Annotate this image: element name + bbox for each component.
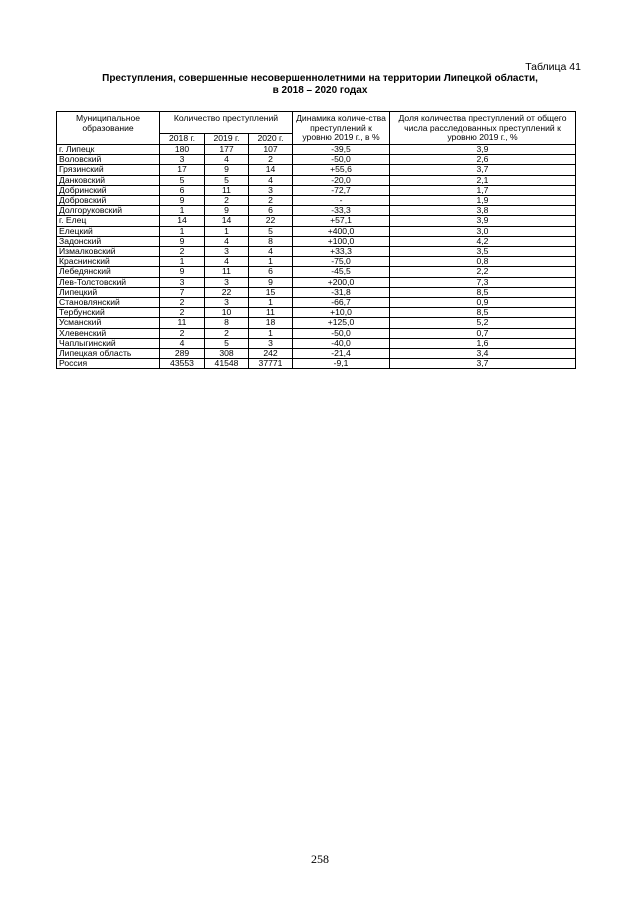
table-row: [57, 257, 576, 267]
table-cell: 177: [205, 145, 249, 155]
table-cell: 1: [249, 328, 293, 338]
crime-table: [56, 111, 576, 369]
table-cell: 4: [249, 175, 293, 185]
row-label: Лев-Толстовский: [57, 277, 160, 287]
table-cell: 9: [160, 267, 205, 277]
table-cell: 3: [205, 247, 249, 257]
table-cell: 14: [249, 165, 293, 175]
table-cell: 3,9: [390, 216, 576, 226]
title-line-1: Преступления, совершенные несовершеннолетними на территории Липецкой области,: [102, 73, 538, 84]
table-cell: 11: [205, 267, 249, 277]
table-cell: 2,6: [390, 155, 576, 165]
table-cell: +33,3: [293, 247, 390, 257]
header-year-2020: 2020 г.: [249, 133, 293, 144]
table-cell: -21,4: [293, 349, 390, 359]
table-row: [57, 145, 576, 155]
table-row: [57, 298, 576, 308]
table-row: [57, 287, 576, 297]
table-cell: 9: [160, 196, 205, 206]
table-cell: +400,0: [293, 226, 390, 236]
table-row: [57, 206, 576, 216]
table-cell: 22: [205, 287, 249, 297]
table-cell: 2: [160, 328, 205, 338]
table-row: [57, 175, 576, 185]
table-cell: 37771: [249, 359, 293, 369]
row-label: Измалковский: [57, 247, 160, 257]
table-cell: 14: [205, 216, 249, 226]
table-cell: 18: [249, 318, 293, 328]
table-cell: 2: [160, 247, 205, 257]
table-cell: 1: [160, 226, 205, 236]
table-cell: +200,0: [293, 277, 390, 287]
table-cell: 9: [160, 236, 205, 246]
table-cell: 3,5: [390, 247, 576, 257]
table-cell: 11: [205, 185, 249, 195]
table-cell: 5: [205, 175, 249, 185]
table-row: [57, 308, 576, 318]
table-cell: 5,2: [390, 318, 576, 328]
table-cell: 8,5: [390, 287, 576, 297]
table-cell: -20,0: [293, 175, 390, 185]
table-cell: -50,0: [293, 155, 390, 165]
table-cell: 2,1: [390, 175, 576, 185]
table-cell: +10,0: [293, 308, 390, 318]
table-cell: 2,2: [390, 267, 576, 277]
row-label: Добровский: [57, 196, 160, 206]
table-cell: 308: [205, 349, 249, 359]
table-cell: 107: [249, 145, 293, 155]
table-cell: 3: [205, 277, 249, 287]
row-label: Воловский: [57, 155, 160, 165]
table-cell: 180: [160, 145, 205, 155]
table-cell: 4: [205, 257, 249, 267]
table-cell: 8: [205, 318, 249, 328]
table-cell: 15: [249, 287, 293, 297]
table-row: [57, 318, 576, 328]
table-row: [57, 236, 576, 246]
table-cell: 3,4: [390, 349, 576, 359]
row-label: Долгоруковский: [57, 206, 160, 216]
table-row: [57, 328, 576, 338]
row-label: Добринский: [57, 185, 160, 195]
table-cell: -31,8: [293, 287, 390, 297]
table-cell: +125,0: [293, 318, 390, 328]
table-cell: 4: [205, 236, 249, 246]
table-cell: 9: [249, 277, 293, 287]
table-cell: 3: [160, 277, 205, 287]
header-share: Доля количества преступлений от общего числа расследованных преступлений к уровню 2019 г., %: [390, 112, 576, 145]
table-cell: 14: [160, 216, 205, 226]
table-cell: 41548: [205, 359, 249, 369]
table-cell: 2: [249, 155, 293, 165]
table-cell: 5: [249, 226, 293, 236]
row-label: Становлянский: [57, 298, 160, 308]
table-cell: 2: [205, 328, 249, 338]
row-label: Краснинский: [57, 257, 160, 267]
header-year-2018: 2018 г.: [160, 133, 205, 144]
row-label: Тербунский: [57, 308, 160, 318]
table-cell: 1,9: [390, 196, 576, 206]
table-cell: 10: [205, 308, 249, 318]
table-cell: 5: [160, 175, 205, 185]
row-label: Данковский: [57, 175, 160, 185]
table-cell: 17: [160, 165, 205, 175]
table-cell: 2: [160, 308, 205, 318]
table-cell: 3,7: [390, 359, 576, 369]
table-cell: +55,6: [293, 165, 390, 175]
table-cell: 1: [249, 257, 293, 267]
table-cell: 22: [249, 216, 293, 226]
table-cell: -45,5: [293, 267, 390, 277]
table-cell: 7,3: [390, 277, 576, 287]
table-title: [60, 73, 580, 97]
table-cell: 1,6: [390, 338, 576, 348]
table-cell: 0,9: [390, 298, 576, 308]
table-cell: -72,7: [293, 185, 390, 195]
table-cell: 11: [160, 318, 205, 328]
table-row: [57, 359, 576, 369]
title-line-2: в 2018 – 2020 годах: [272, 85, 368, 96]
table-cell: 2: [160, 298, 205, 308]
row-label: Липецкая область: [57, 349, 160, 359]
row-label: г. Липецк: [57, 145, 160, 155]
row-label: Липецкий: [57, 287, 160, 297]
table-cell: 289: [160, 349, 205, 359]
table-cell: 3,7: [390, 165, 576, 175]
header-dynamics: Динамика количе-ства преступлений к уровню 2019 г., в %: [293, 112, 390, 145]
row-label: Елецкий: [57, 226, 160, 236]
table-cell: 0,7: [390, 328, 576, 338]
table-row: [57, 155, 576, 165]
table-row: [57, 277, 576, 287]
table-cell: 9: [205, 165, 249, 175]
table-cell: 3: [205, 298, 249, 308]
row-label: Задонский: [57, 236, 160, 246]
table-cell: 4: [160, 338, 205, 348]
table-cell: 3,9: [390, 145, 576, 155]
table-cell: 1: [160, 206, 205, 216]
table-cell: -39,5: [293, 145, 390, 155]
table-cell: 4: [249, 247, 293, 257]
table-cell: 8: [249, 236, 293, 246]
table-cell: 3,8: [390, 206, 576, 216]
row-label: г. Елец: [57, 216, 160, 226]
row-label: Лебедянский: [57, 267, 160, 277]
table-cell: +57,1: [293, 216, 390, 226]
table-cell: -9,1: [293, 359, 390, 369]
table-cell: 8,5: [390, 308, 576, 318]
row-label: Хлевенский: [57, 328, 160, 338]
table-cell: 3: [160, 155, 205, 165]
table-cell: 242: [249, 349, 293, 359]
header-year-2019: 2019 г.: [205, 133, 249, 144]
table-cell: 2: [249, 196, 293, 206]
table-row: [57, 165, 576, 175]
table-row: [57, 196, 576, 206]
table-cell: 1,7: [390, 185, 576, 195]
table-cell: -50,0: [293, 328, 390, 338]
table-cell: 0,8: [390, 257, 576, 267]
page-number: 258: [311, 852, 329, 866]
table-cell: 3,0: [390, 226, 576, 236]
row-label: Чаплыгинский: [57, 338, 160, 348]
table-cell: -33,3: [293, 206, 390, 216]
table-label: Таблица 41: [525, 61, 581, 73]
table-cell: 4: [205, 155, 249, 165]
table-row: [57, 216, 576, 226]
table-cell: 5: [205, 338, 249, 348]
table-cell: -40,0: [293, 338, 390, 348]
table-row: [57, 267, 576, 277]
table-cell: 43553: [160, 359, 205, 369]
row-label: Россия: [57, 359, 160, 369]
table-cell: 2: [205, 196, 249, 206]
table-cell: 1: [160, 257, 205, 267]
header-municipality: Муниципальное образование: [57, 112, 160, 145]
header-crime-count: Количество преступлений: [160, 112, 293, 134]
table-row: [57, 349, 576, 359]
table-cell: 1: [205, 226, 249, 236]
table-cell: 6: [160, 185, 205, 195]
table-cell: 6: [249, 267, 293, 277]
table-row: [57, 226, 576, 236]
table-row: [57, 185, 576, 195]
row-label: Грязинский: [57, 165, 160, 175]
row-label: Усманский: [57, 318, 160, 328]
table-row: [57, 338, 576, 348]
table-cell: 1: [249, 298, 293, 308]
table-body: [57, 145, 576, 369]
table-cell: 7: [160, 287, 205, 297]
table-cell: -75,0: [293, 257, 390, 267]
table-cell: 9: [205, 206, 249, 216]
table-cell: 3: [249, 185, 293, 195]
table-row: [57, 247, 576, 257]
table-cell: -: [293, 196, 390, 206]
table-cell: 6: [249, 206, 293, 216]
table-cell: -66,7: [293, 298, 390, 308]
table-cell: 11: [249, 308, 293, 318]
table-cell: 3: [249, 338, 293, 348]
table-cell: 4,2: [390, 236, 576, 246]
table-cell: +100,0: [293, 236, 390, 246]
